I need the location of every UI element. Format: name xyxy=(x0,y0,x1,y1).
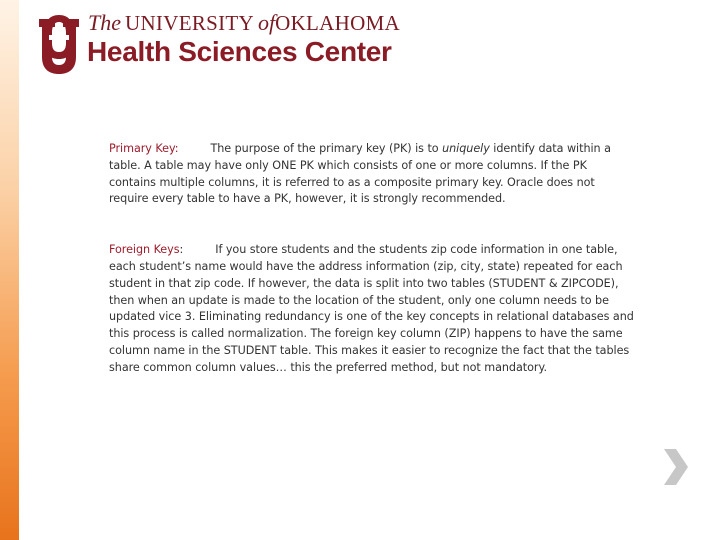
ou-interlocking-logo-icon xyxy=(35,13,83,75)
foreign-key-term: Foreign Keys xyxy=(109,243,180,257)
university-of: of xyxy=(258,10,276,35)
center-name: Health Sciences Center xyxy=(87,36,392,67)
primary-key-term: Primary Key: xyxy=(109,142,179,155)
foreign-key-colon: : xyxy=(179,243,184,257)
left-accent-bar xyxy=(0,0,19,540)
university-main: UNIVERSITY xyxy=(125,11,254,35)
university-the: The xyxy=(88,10,121,35)
primary-key-text-after: identify data within a table. A table may have only ONE PK which consists of one or more columns. If the PK contains multiple columns, it is referred to as a composite primary key. Oracle does not require every table to have a PK, however, it is strongly recommended. xyxy=(109,142,611,206)
slide-content xyxy=(109,141,637,411)
header xyxy=(35,10,435,76)
primary-key-paragraph xyxy=(109,141,637,208)
university-state: OKLAHOMA xyxy=(275,11,401,35)
university-name xyxy=(88,10,400,38)
foreign-key-text: If you store students and the students zip code information in one table, each student’s name would have the address information (zip, city, state) repeated for each student in that zip code. If however, the data is split into two tables (STUDENT & ZIPCODE), then when an update is made to the location of the student, only one column needs to be updated vice 3. Eliminating redundancy is one of the key concepts in relational databases and this process is called normalization. The foreign key column (ZIP) happens to have the same column name in the STUDENT table. This makes it easier to recognize the fact that the tables share common column values… this the preferred method, but not mandatory. xyxy=(109,243,634,374)
primary-key-emphasis: uniquely xyxy=(442,142,490,155)
foreign-key-paragraph xyxy=(109,242,637,376)
primary-key-text-before: The purpose of the primary key (PK) is to xyxy=(210,142,443,155)
chevron-right-icon[interactable] xyxy=(658,447,692,487)
